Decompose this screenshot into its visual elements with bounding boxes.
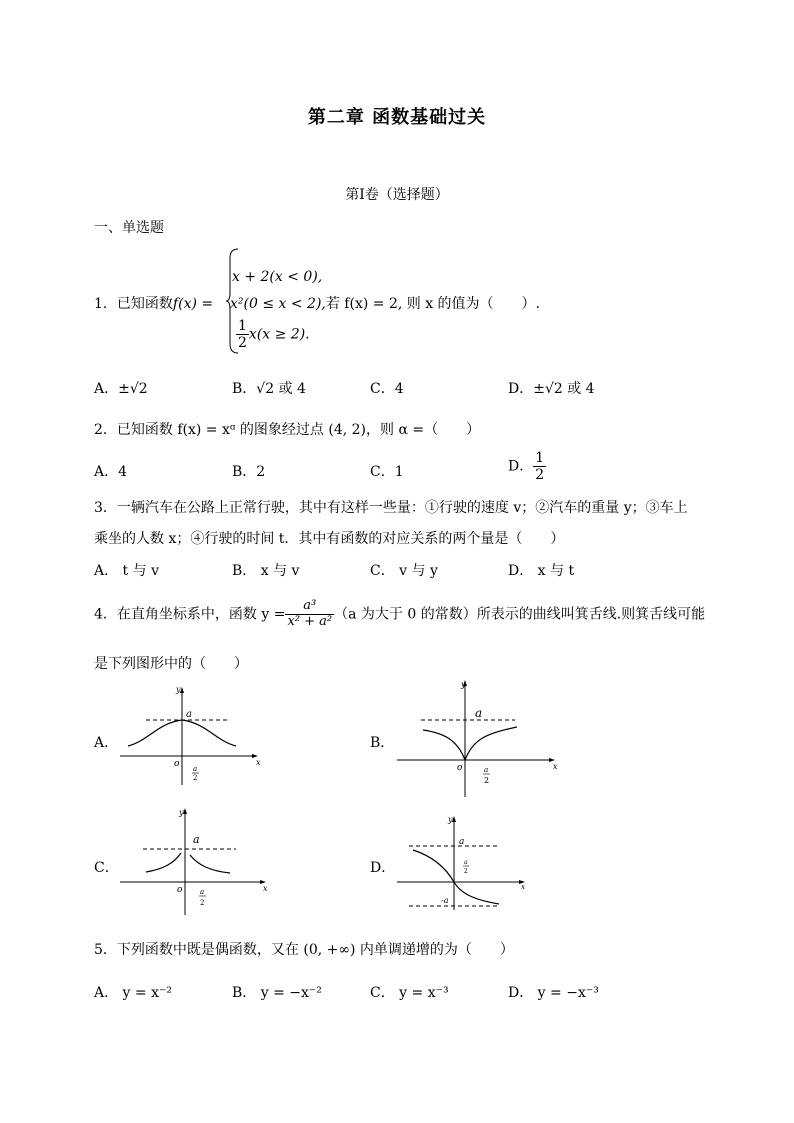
graph-b-a-label: a (475, 706, 483, 720)
graph-c-half-den: 2 (200, 899, 205, 907)
q4-option-c[interactable]: C． (94, 860, 119, 876)
q2-option-d[interactable]: D． $\frac{1}{2}$ (508, 450, 545, 484)
q3-option-d[interactable]: D． x 与 t (508, 563, 575, 579)
q3-option-c[interactable]: C． v 与 y (370, 563, 438, 579)
q1-prefix: 1．已知函数 (94, 296, 173, 312)
q1-fx: f(x) = (172, 296, 214, 312)
q1-case1: x + 2(x < 0), (232, 269, 323, 285)
graph-c-a-label: a (193, 833, 200, 846)
q4-option-d[interactable]: D． (370, 860, 396, 876)
graph-b-origin: o (457, 763, 463, 773)
graph-a-half-num: a (193, 765, 198, 773)
q5-option-c[interactable]: C． y = x⁻³ (370, 985, 449, 1001)
graph-c (118, 805, 270, 917)
graph-c-origin: o (177, 885, 183, 895)
q3-line2: 乘坐的人数 x；④行驶的时间 t．其中有函数的对应关系的两个量是（ ） (94, 531, 565, 547)
q4-option-a[interactable]: A． (94, 735, 119, 751)
q1-case3: $\frac{1}{2}$ x(x ≥ 2). (238, 318, 310, 352)
chapter-title: 第二章 函数基础过关 (307, 107, 487, 128)
graph-b-y-label: y (461, 680, 466, 689)
graph-d (395, 812, 530, 912)
graph-a-y-label: y (176, 685, 181, 694)
q1-stem (94, 293, 213, 313)
graph-d-y-label: y (448, 815, 453, 824)
q1-option-b[interactable]: B．√2 或 4 (232, 381, 306, 397)
q4-line2: 是下列图形中的（ ） (94, 656, 248, 672)
volume-subtitle: 第Ⅰ卷（选择题） (345, 187, 449, 203)
graph-d-neg-a-label: -a (441, 896, 449, 905)
q5-option-b[interactable]: B． y = −x⁻² (232, 985, 322, 1001)
graph-a-a-label: a (186, 709, 192, 720)
graph-c-y-label: y (179, 808, 184, 817)
q5-option-d[interactable]: D． y = −x⁻³ (508, 985, 599, 1001)
graph-b-x-label: x (553, 762, 558, 771)
q3-option-a[interactable]: A． t 与 v (94, 563, 159, 579)
q4-option-b[interactable]: B． (370, 735, 395, 751)
graph-c-x-label: x (263, 884, 268, 893)
graph-a-x-label: x (256, 758, 261, 767)
graph-c-half-num: a (200, 888, 205, 896)
q2-option-c[interactable]: C．1 (370, 464, 404, 480)
graph-d-a-label: a (459, 837, 465, 847)
q1-option-d[interactable]: D．±√2 或 4 (508, 381, 595, 397)
q5-stem: 5．下列函数中既是偶函数，又在 (0, +∞) 内单调递增的为（ ） (94, 942, 514, 958)
q4-stem: 4．在直角坐标系中，函数 y = $\frac{\text{a³}}{\text{x² + a²}}$ （a 为大于 0 的常数）所表示的曲线叫箕舌线.则箕舌线可能 (94, 598, 706, 629)
graph-a-half-den: 2 (193, 774, 198, 782)
graph-d-half-num: a (464, 859, 468, 866)
q2-option-b[interactable]: B．2 (232, 464, 266, 480)
q1-case2: x²(0 ≤ x < 2),若 f(x) = 2, 则 x 的值为（ ）. (230, 296, 540, 312)
q3-option-b[interactable]: B． x 与 v (232, 563, 300, 579)
graph-b-half-den: 2 (484, 776, 490, 785)
graph-d-x-label: x (521, 883, 525, 891)
section-heading: 一、单选题 (94, 220, 164, 236)
graph-a-origin: o (174, 759, 180, 769)
q2-stem: 2．已知函数 f(x) = xᵅ 的图象经过点 (4, 2)，则 α =（ ） (94, 422, 481, 438)
q2-option-a[interactable]: A．4 (94, 464, 128, 480)
graph-b-half-num: a (484, 766, 489, 774)
graph-b (395, 677, 560, 799)
q3-line1: 3．一辆汽车在公路上正常行驶，其中有这样一些量：①行驶的速度 v；②汽车的重量 y；③车上 (94, 500, 688, 516)
graph-d-half-den: 2 (464, 868, 468, 875)
q5-option-a[interactable]: A． y = x⁻² (94, 985, 172, 1001)
q1-option-a[interactable]: A．±√2 (94, 381, 148, 397)
graph-a (118, 683, 263, 788)
q1-option-c[interactable]: C．4 (370, 381, 404, 397)
